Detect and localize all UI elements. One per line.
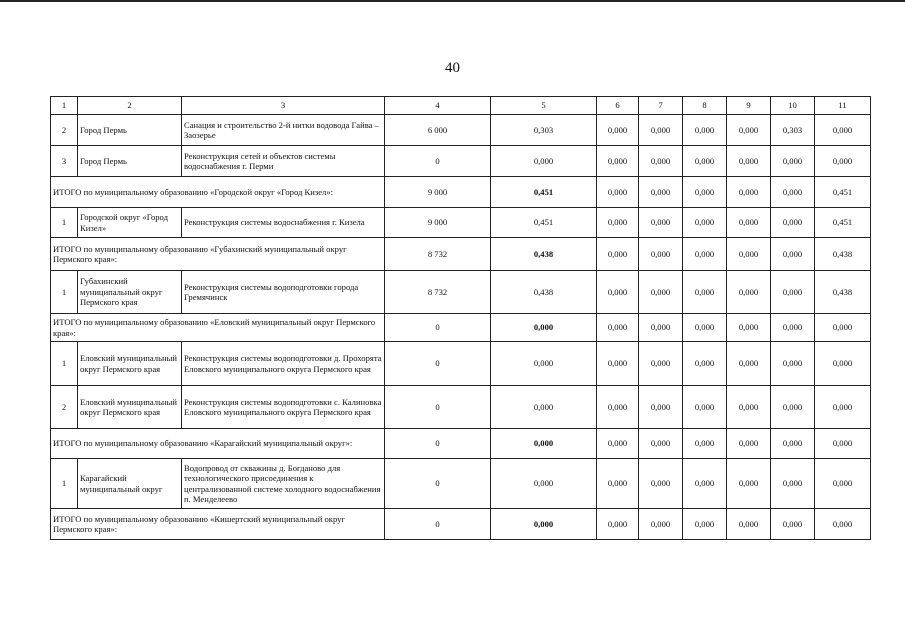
value-col-9: 0,000 — [727, 386, 771, 429]
value-col-4: 0 — [385, 314, 491, 342]
table-row — [51, 115, 871, 146]
value-col-10: 0,000 — [771, 208, 815, 238]
object-cell: Реконструкция системы водоподготовки с. Калиновка Еловского муниципального округа Пермского края — [182, 386, 385, 429]
value-col-11: 0,438 — [815, 238, 871, 271]
value-col-5: 0,000 — [491, 429, 597, 459]
value-col-8: 0,000 — [683, 459, 727, 509]
value-col-11: 0,000 — [815, 342, 871, 386]
subtotal-row — [51, 238, 871, 271]
value-col-11: 0,438 — [815, 271, 871, 314]
value-col-11: 0,000 — [815, 459, 871, 509]
column-header: 11 — [815, 97, 871, 115]
value-col-8: 0,000 — [683, 342, 727, 386]
value-col-11: 0,000 — [815, 386, 871, 429]
value-col-6: 0,000 — [597, 271, 639, 314]
column-header: 3 — [182, 97, 385, 115]
value-col-9: 0,000 — [727, 146, 771, 177]
value-col-7: 0,000 — [639, 429, 683, 459]
subtotal-row — [51, 177, 871, 208]
value-col-5: 0,451 — [491, 208, 597, 238]
value-col-8: 0,000 — [683, 386, 727, 429]
value-col-4: 6 000 — [385, 115, 491, 146]
value-col-7: 0,000 — [639, 208, 683, 238]
value-col-7: 0,000 — [639, 342, 683, 386]
column-header: 8 — [683, 97, 727, 115]
value-col-6: 0,000 — [597, 509, 639, 540]
column-number-row — [51, 97, 871, 115]
value-col-11: 0,000 — [815, 429, 871, 459]
municipality-cell: Еловский муниципальный округ Пермского края — [78, 342, 182, 386]
value-col-8: 0,000 — [683, 429, 727, 459]
table-row — [51, 208, 871, 238]
value-col-6: 0,000 — [597, 429, 639, 459]
value-col-4: 0 — [385, 342, 491, 386]
value-col-11: 0,451 — [815, 208, 871, 238]
value-col-4: 0 — [385, 509, 491, 540]
value-col-6: 0,000 — [597, 115, 639, 146]
value-col-7: 0,000 — [639, 115, 683, 146]
value-col-7: 0,000 — [639, 386, 683, 429]
value-col-4: 0 — [385, 459, 491, 509]
value-col-8: 0,000 — [683, 208, 727, 238]
value-col-11: 0,451 — [815, 177, 871, 208]
subtotal-label: ИТОГО по муниципальному образованию «Кишертский муниципальный округ Пермского края»: — [51, 509, 385, 540]
value-col-8: 0,000 — [683, 238, 727, 271]
value-col-9: 0,000 — [727, 238, 771, 271]
value-col-11: 0,000 — [815, 146, 871, 177]
value-col-8: 0,000 — [683, 271, 727, 314]
value-col-4: 9 000 — [385, 177, 491, 208]
value-col-10: 0,000 — [771, 177, 815, 208]
value-col-10: 0,000 — [771, 429, 815, 459]
column-header: 2 — [78, 97, 182, 115]
value-col-5: 0,451 — [491, 177, 597, 208]
value-col-10: 0,000 — [771, 271, 815, 314]
value-col-7: 0,000 — [639, 271, 683, 314]
municipality-cell: Карагайский муниципальный округ — [78, 459, 182, 509]
subtotal-label: ИТОГО по муниципальному образованию «Еловский муниципальный округ Пермского края»: — [51, 314, 385, 342]
value-col-11: 0,000 — [815, 115, 871, 146]
value-col-11: 0,000 — [815, 509, 871, 540]
value-col-7: 0,000 — [639, 459, 683, 509]
subtotal-row — [51, 429, 871, 459]
value-col-10: 0,000 — [771, 146, 815, 177]
value-col-7: 0,000 — [639, 509, 683, 540]
subtotal-label: ИТОГО по муниципальному образованию «Городской округ «Город Кизел»: — [51, 177, 385, 208]
value-col-9: 0,000 — [727, 115, 771, 146]
subtotal-row — [51, 314, 871, 342]
table-row — [51, 271, 871, 314]
value-col-5: 0,000 — [491, 314, 597, 342]
value-col-9: 0,000 — [727, 208, 771, 238]
row-number: 1 — [51, 342, 78, 386]
column-header: 5 — [491, 97, 597, 115]
value-col-9: 0,000 — [727, 342, 771, 386]
table-row — [51, 459, 871, 509]
object-cell: Реконструкция системы водоподготовки д. Прохорята Еловского муниципального округа Пермского края — [182, 342, 385, 386]
value-col-4: 0 — [385, 146, 491, 177]
value-col-10: 0,000 — [771, 459, 815, 509]
value-col-10: 0,000 — [771, 238, 815, 271]
value-col-9: 0,000 — [727, 271, 771, 314]
value-col-7: 0,000 — [639, 177, 683, 208]
row-number: 1 — [51, 208, 78, 238]
value-col-7: 0,000 — [639, 146, 683, 177]
value-col-4: 8 732 — [385, 238, 491, 271]
value-col-5: 0,303 — [491, 115, 597, 146]
row-number: 2 — [51, 386, 78, 429]
value-col-10: 0,000 — [771, 509, 815, 540]
value-col-5: 0,000 — [491, 459, 597, 509]
value-col-5: 0,000 — [491, 146, 597, 177]
value-col-4: 9 000 — [385, 208, 491, 238]
subtotal-row — [51, 509, 871, 540]
municipality-cell: Губахинский муниципальный округ Пермского края — [78, 271, 182, 314]
value-col-7: 0,000 — [639, 238, 683, 271]
table-row — [51, 386, 871, 429]
subtotal-label: ИТОГО по муниципальному образованию «Карагайский муниципальный округ»: — [51, 429, 385, 459]
row-number: 3 — [51, 146, 78, 177]
value-col-10: 0,303 — [771, 115, 815, 146]
value-col-4: 0 — [385, 429, 491, 459]
municipality-cell: Город Пермь — [78, 115, 182, 146]
column-header: 4 — [385, 97, 491, 115]
municipality-cell: Городской округ «Город Кизел» — [78, 208, 182, 238]
value-col-6: 0,000 — [597, 386, 639, 429]
subtotal-label: ИТОГО по муниципальному образованию «Губахинский муниципальный округ Пермского края»: — [51, 238, 385, 271]
value-col-8: 0,000 — [683, 115, 727, 146]
value-col-6: 0,000 — [597, 342, 639, 386]
value-col-5: 0,000 — [491, 509, 597, 540]
value-col-7: 0,000 — [639, 314, 683, 342]
top-border-line — [0, 0, 905, 2]
row-number: 1 — [51, 271, 78, 314]
value-col-6: 0,000 — [597, 208, 639, 238]
value-col-6: 0,000 — [597, 459, 639, 509]
value-col-8: 0,000 — [683, 314, 727, 342]
page-number: 40 — [445, 60, 460, 76]
municipality-cell: Город Пермь — [78, 146, 182, 177]
value-col-5: 0,438 — [491, 271, 597, 314]
row-number: 1 — [51, 459, 78, 509]
value-col-5: 0,000 — [491, 342, 597, 386]
value-col-5: 0,438 — [491, 238, 597, 271]
object-cell: Реконструкция сетей и объектов системы водоснабжения г. Перми — [182, 146, 385, 177]
value-col-10: 0,000 — [771, 342, 815, 386]
object-cell: Водопровод от скважины д. Богданово для технологического присоединения к централизованной системе холодного водоснабжения п. Менделеево — [182, 459, 385, 509]
value-col-6: 0,000 — [597, 146, 639, 177]
table-row — [51, 342, 871, 386]
value-col-9: 0,000 — [727, 509, 771, 540]
value-col-6: 0,000 — [597, 314, 639, 342]
value-col-9: 0,000 — [727, 177, 771, 208]
value-col-10: 0,000 — [771, 314, 815, 342]
value-col-11: 0,000 — [815, 314, 871, 342]
data-table — [50, 96, 871, 540]
row-number: 2 — [51, 115, 78, 146]
value-col-6: 0,000 — [597, 177, 639, 208]
municipality-cell: Еловский муниципальный округ Пермского края — [78, 386, 182, 429]
value-col-4: 0 — [385, 386, 491, 429]
value-col-6: 0,000 — [597, 238, 639, 271]
column-header: 9 — [727, 97, 771, 115]
object-cell: Реконструкция системы водоподготовки города Гремячинск — [182, 271, 385, 314]
value-col-10: 0,000 — [771, 386, 815, 429]
object-cell: Санация и строительство 2-й нитки водовода Гайва – Заозерье — [182, 115, 385, 146]
value-col-9: 0,000 — [727, 429, 771, 459]
value-col-8: 0,000 — [683, 146, 727, 177]
table-row — [51, 146, 871, 177]
value-col-4: 8 732 — [385, 271, 491, 314]
value-col-8: 0,000 — [683, 177, 727, 208]
column-header: 1 — [51, 97, 78, 115]
value-col-9: 0,000 — [727, 314, 771, 342]
value-col-5: 0,000 — [491, 386, 597, 429]
column-header: 10 — [771, 97, 815, 115]
value-col-8: 0,000 — [683, 509, 727, 540]
value-col-9: 0,000 — [727, 459, 771, 509]
object-cell: Реконструкция системы водоснабжения г. Кизела — [182, 208, 385, 238]
column-header: 6 — [597, 97, 639, 115]
column-header: 7 — [639, 97, 683, 115]
